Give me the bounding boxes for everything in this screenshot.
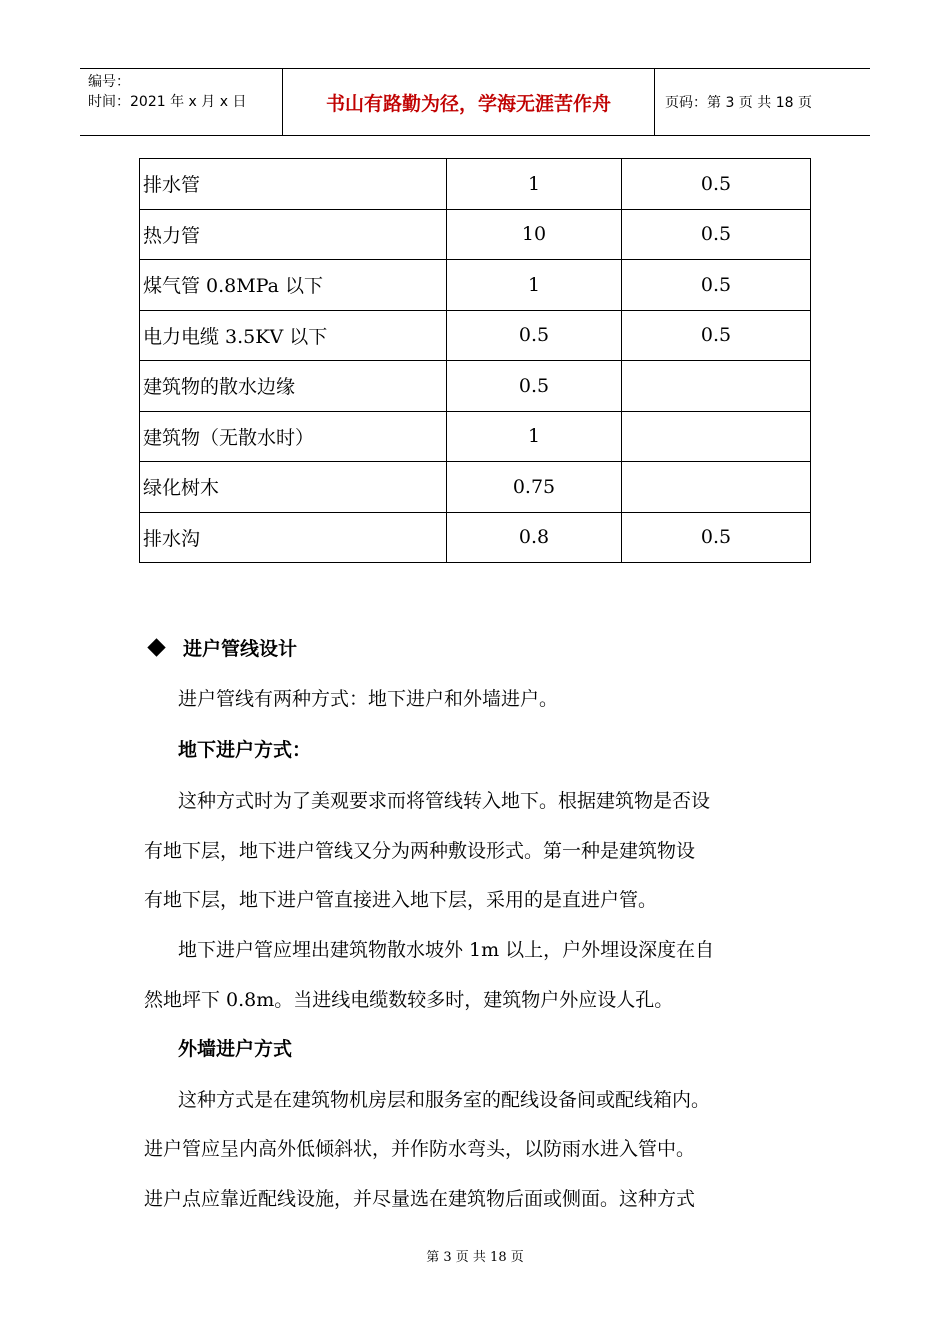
table-cell-value: 0.5 (622, 209, 811, 260)
header-meta (80, 69, 282, 135)
table-row (140, 159, 811, 210)
section-title: 进户管线设计 (183, 638, 298, 660)
paragraph-line: 有地下层，地下进户管直接进入地下层，采用的是直进户管。 (144, 889, 658, 911)
diamond-bullet-icon (147, 638, 165, 656)
table-cell-value (622, 411, 811, 462)
page-header (80, 68, 870, 136)
table-cell-value: 10 (447, 209, 622, 260)
table-row (140, 361, 811, 412)
table-cell-value: 0.5 (447, 310, 622, 361)
table-cell-value: 0.5 (622, 512, 811, 563)
table-cell-name: 建筑物（无散水时） (140, 411, 447, 462)
table-row (140, 209, 811, 260)
table-row (140, 310, 811, 361)
table-row (140, 462, 811, 513)
paragraph-line: 这种方式时为了美观要求而将管线转入地下。根据建筑物是否设 (178, 790, 711, 812)
section-heading (148, 634, 297, 661)
table-cell-value (622, 462, 811, 513)
table-cell-value: 1 (447, 159, 622, 210)
paragraph-line: 有地下层，地下进户管线又分为两种敷设形式。第一种是建筑物设 (144, 840, 696, 862)
table-row (140, 260, 811, 311)
table-row (140, 411, 811, 462)
subheading-wall: 外墙进户方式 (178, 1038, 293, 1060)
table-cell-name: 绿化树木 (140, 462, 447, 513)
table-cell-value: 0.5 (622, 310, 811, 361)
paragraph-line: 进户管应呈内高外低倾斜状，并作防水弯头，以防雨水进入管中。 (144, 1138, 696, 1160)
paragraph-line: 地下进户管应埋出建筑物散水坡外 1m 以上，户外埋设深度在自 (178, 939, 715, 961)
header-motto: 书山有路勤为径，学海无涯苦作舟 (282, 69, 655, 135)
table-cell-value: 0.5 (447, 361, 622, 412)
table-row (140, 512, 811, 563)
subheading-underground: 地下进户方式： (178, 739, 312, 761)
time-label: 时间：2021 年 x 月 x 日 (88, 94, 247, 110)
page-footer: 第 3 页 共 18 页 (426, 1250, 524, 1265)
intro-paragraph: 进户管线有两种方式：地下进户和外墙进户。 (178, 688, 559, 710)
table-cell-value: 1 (447, 411, 622, 462)
table-cell-name: 热力管 (140, 209, 447, 260)
distance-table (139, 158, 811, 563)
table-cell-name: 排水管 (140, 159, 447, 210)
number-label: 编号： (88, 74, 130, 90)
table-cell-value: 0.8 (447, 512, 622, 563)
table-cell-value (622, 361, 811, 412)
paragraph-line: 然地坪下 0.8m。当进线电缆数较多时，建筑物户外应设人孔。 (144, 989, 674, 1011)
header-page-info: 页码：第 3 页 共 18 页 (665, 95, 812, 111)
table-cell-value: 0.5 (622, 260, 811, 311)
table-cell-value: 0.5 (622, 159, 811, 210)
table-cell-name: 建筑物的散水边缘 (140, 361, 447, 412)
table-cell-name: 电力电缆 3.5KV 以下 (140, 310, 447, 361)
table-cell-name: 排水沟 (140, 512, 447, 563)
table-cell-value: 0.75 (447, 462, 622, 513)
table-cell-value: 1 (447, 260, 622, 311)
paragraph-line: 进户点应靠近配线设施，并尽量选在建筑物后面或侧面。这种方式 (144, 1188, 696, 1210)
table-cell-name: 煤气管 0.8MPa 以下 (140, 260, 447, 311)
paragraph-line: 这种方式是在建筑物机房层和服务室的配线设备间或配线箱内。 (178, 1089, 711, 1111)
